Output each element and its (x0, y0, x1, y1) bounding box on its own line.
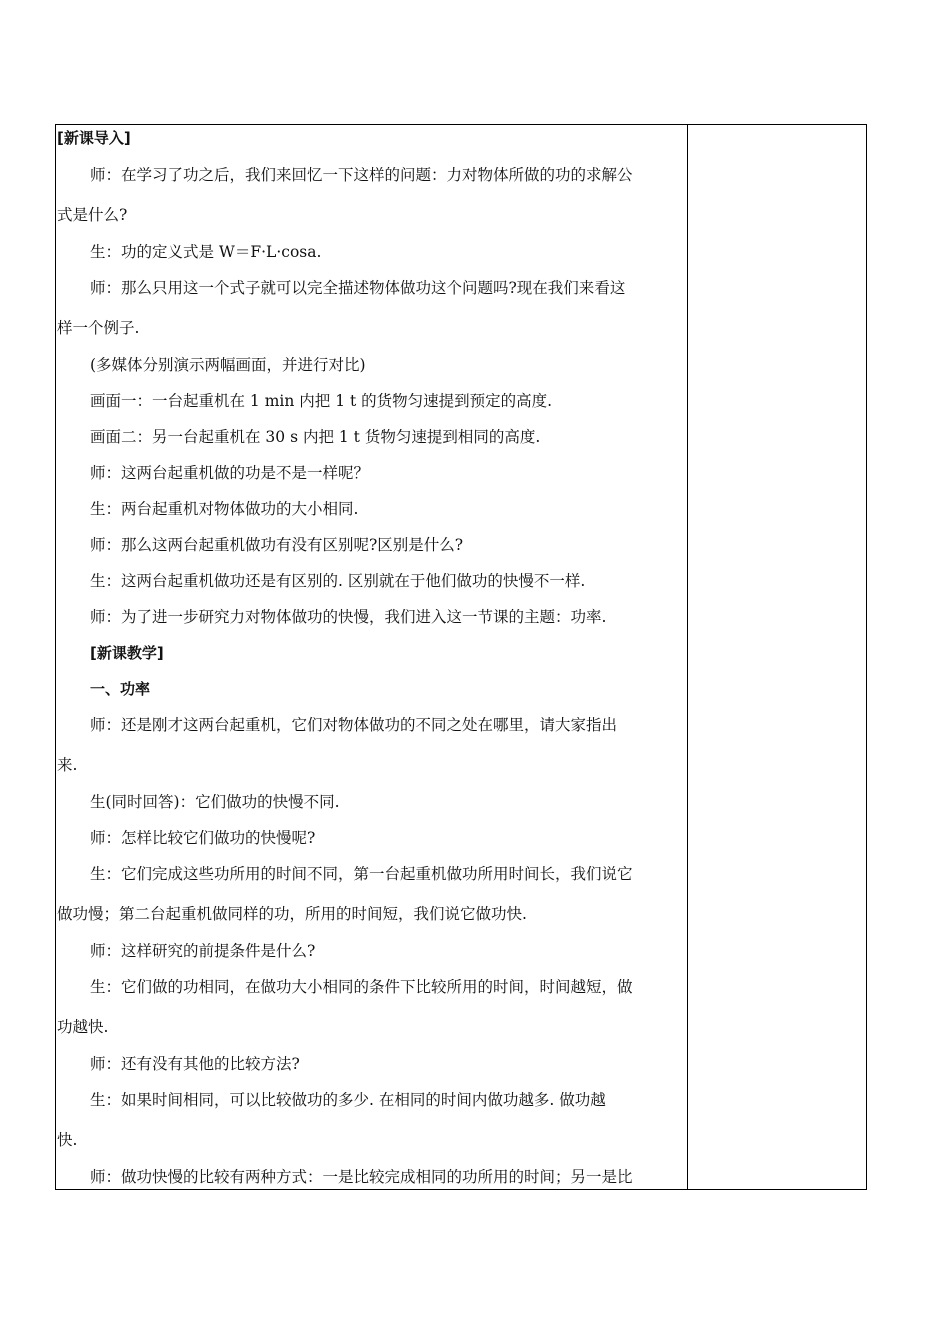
dialogue-line: 师：那么这两台起重机做功有没有区别呢?区别是什么? (90, 536, 464, 554)
dialogue-line: 师：为了进一步研究力对物体做功的快慢，我们进入这一节课的主题：功率. (90, 608, 607, 626)
section-heading-teaching: [新课教学] (90, 644, 164, 662)
section-heading-intro: [新课导入] (57, 129, 131, 147)
dialogue-line: 生：它们做的功相同，在做功大小相同的条件下比较所用的时间，时间越短，做 (90, 978, 633, 996)
dialogue-line: 师：这两台起重机做的功是不是一样呢？ (90, 464, 370, 482)
dialogue-line: 来. (57, 756, 78, 774)
dialogue-line: 样一个例子. (57, 319, 140, 337)
dialogue-line: 生(同时回答)：它们做功的快慢不同. (90, 793, 340, 811)
dialogue-line: 师：怎样比较它们做功的快慢呢? (90, 829, 316, 847)
scene-line: 画面二：另一台起重机在 30 s 内把 1 t 货物匀速提到相同的高度. (90, 428, 541, 446)
dialogue-line: 生：这两台起重机做功还是有区别的. 区别就在于他们做功的快慢不一样. (90, 572, 586, 590)
dialogue-line: 师：那么只用这一个式子就可以完全描述物体做功这个问题吗?现在我们来看这 (90, 279, 626, 297)
dialogue-line: 师：在学习了功之后，我们来回忆一下这样的问题：力对物体所做的功的求解公 (90, 166, 633, 184)
subsection-heading-power: 一、功率 (90, 680, 151, 698)
dialogue-line: 师：做功快慢的比较有两种方式：一是比较完成相同的功所用的时间；另一是比 (90, 1168, 633, 1186)
stage-note: (多媒体分别演示两幅画面，并进行对比) (90, 356, 366, 374)
dialogue-line: 生：两台起重机对物体做功的大小相同. (90, 500, 359, 518)
dialogue-line: 式是什么? (57, 206, 128, 224)
dialogue-line: 生：功的定义式是 W＝F·L·cosa. (90, 243, 322, 261)
scene-line: 画面一：一台起重机在 1 min 内把 1 t 的货物匀速提到预定的高度. (90, 392, 553, 410)
dialogue-line: 功越快. (57, 1018, 109, 1036)
lesson-table (55, 124, 867, 1190)
dialogue-line: 师：还有没有其他的比较方法? (90, 1055, 300, 1073)
dialogue-line: 师：还是刚才这两台起重机，它们对物体做功的不同之处在哪里，请大家指出 (90, 716, 618, 734)
dialogue-line: 做功慢；第二台起重机做同样的功，所用的时间短，我们说它做功快. (57, 905, 527, 923)
dialogue-line: 快. (57, 1131, 78, 1149)
column-divider (687, 125, 688, 1189)
dialogue-line: 生：它们完成这些功所用的时间不同，第一台起重机做功所用时间长，我们说它 (90, 865, 633, 883)
dialogue-line: 师：这样研究的前提条件是什么? (90, 942, 316, 960)
dialogue-line: 生：如果时间相同，可以比较做功的多少. 在相同的时间内做功越多. 做功越 (90, 1091, 606, 1109)
